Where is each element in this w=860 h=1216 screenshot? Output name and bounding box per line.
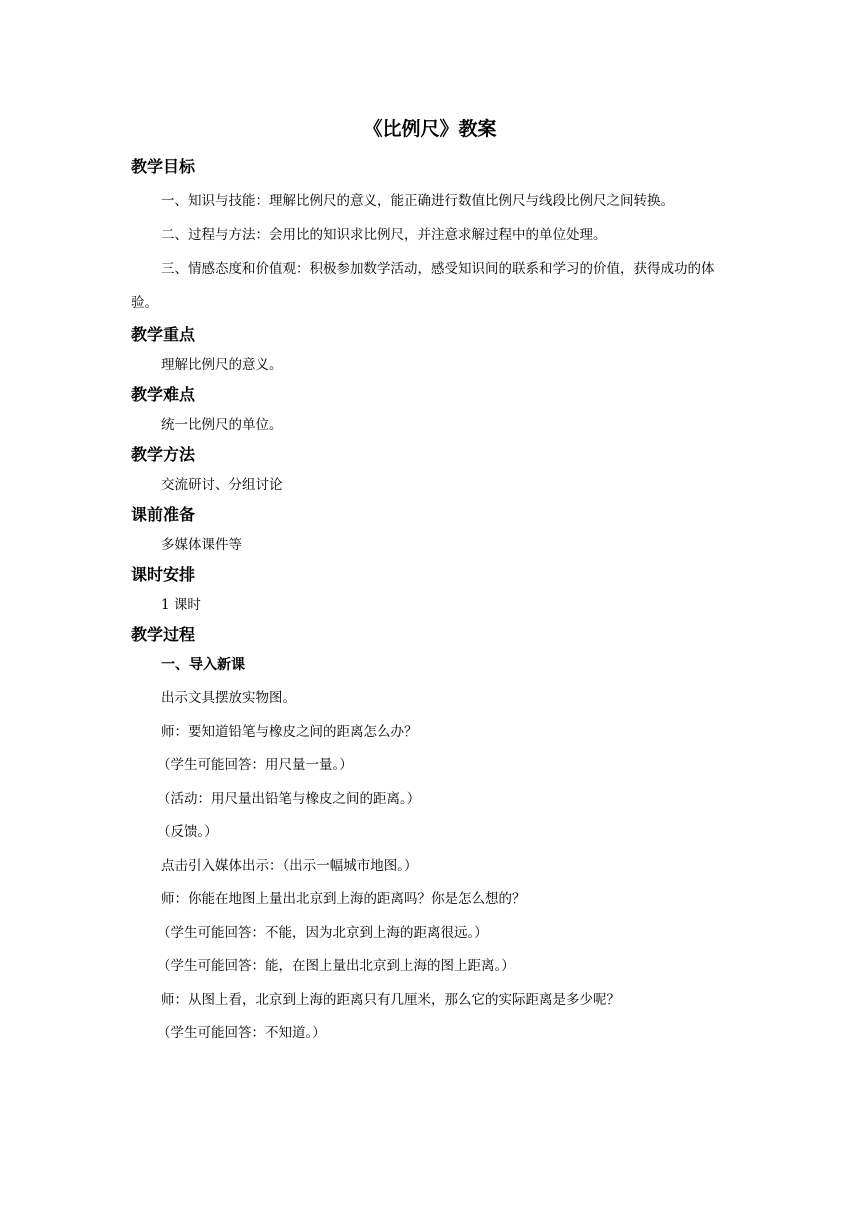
paragraph: 一、知识与技能：理解比例尺的意义，能正确进行数值比例尺与线段比例尺之间转换。 bbox=[161, 193, 674, 209]
process-line: （学生可能回答：不能，因为北京到上海的距离很远。） bbox=[157, 924, 488, 941]
process-line: （学生可能回答：不知道。） bbox=[157, 1025, 326, 1041]
paragraph: 统一比例尺的单位。 bbox=[161, 417, 283, 433]
process-line: 点击引入媒体出示：（出示一幅城市地图。） bbox=[161, 857, 418, 874]
section-heading: 教学方法 bbox=[131, 445, 196, 464]
document-title: 《比例尺》教案 bbox=[363, 118, 497, 140]
section-heading: 教学目标 bbox=[131, 157, 196, 176]
section-schedule bbox=[131, 562, 731, 622]
process-line: 师：你能在地图上量出北京到上海的距离吗？你是怎么想的？ bbox=[161, 891, 526, 907]
process-line: （学生可能回答：用尺量一量。） bbox=[157, 757, 353, 773]
section-teaching-goals bbox=[131, 154, 731, 320]
process-line: （学生可能回答：能，在图上量出北京到上海的图上距离。） bbox=[157, 958, 515, 974]
process-line: 师：从图上看，北京到上海的距离只有几厘米，那么它的实际距离是多少呢？ bbox=[161, 991, 620, 1008]
paragraph: 三、情感态度和价值观：积极参加数学活动，感受知识间的联系和学习的价值，获得成功的体验。 bbox=[131, 261, 715, 311]
section-methods bbox=[131, 442, 731, 502]
paragraph: 交流研讨、分组讨论 bbox=[161, 477, 283, 493]
section-heading: 教学重点 bbox=[131, 325, 196, 344]
paragraph: 1 课时 bbox=[161, 597, 201, 613]
subheading-intro: 一、导入新课 bbox=[161, 657, 245, 673]
paragraph: 理解比例尺的意义。 bbox=[161, 357, 283, 373]
section-process bbox=[131, 622, 731, 1051]
process-line: （活动：用尺量出铅笔与橡皮之间的距离。） bbox=[157, 790, 421, 807]
process-line: （反馈。） bbox=[157, 824, 218, 840]
section-heading: 教学难点 bbox=[131, 385, 196, 404]
document-body bbox=[131, 154, 731, 1051]
paragraph: 二、过程与方法：会用比的知识求比例尺，并注意求解过程中的单位处理。 bbox=[161, 227, 607, 243]
paragraph: 多媒体课件等 bbox=[161, 537, 242, 553]
section-key-points bbox=[131, 322, 731, 382]
section-heading: 课前准备 bbox=[131, 505, 196, 524]
process-line: 出示文具摆放实物图。 bbox=[161, 690, 296, 706]
section-difficulties bbox=[131, 382, 731, 442]
section-heading: 课时安排 bbox=[131, 565, 196, 584]
section-preparation bbox=[131, 502, 731, 562]
section-heading: 教学过程 bbox=[131, 625, 196, 644]
process-line: 师：要知道铅笔与橡皮之间的距离怎么办？ bbox=[161, 723, 418, 740]
